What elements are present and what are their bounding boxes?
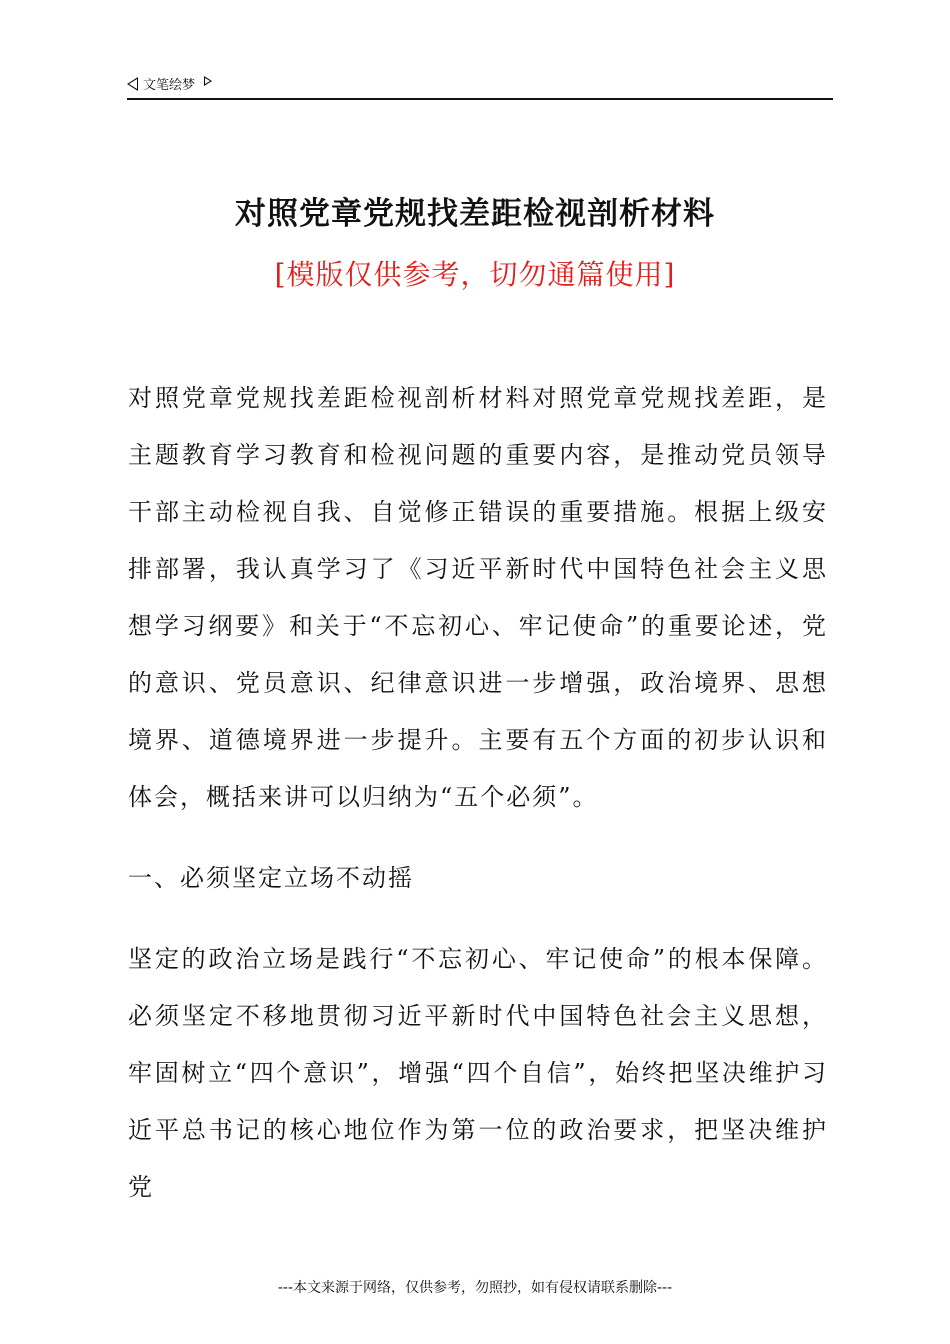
document-body <box>128 370 828 1240</box>
document-title: 对照党章党规找差距检视剖析材料 <box>235 196 715 232</box>
header-brand <box>127 74 212 93</box>
page-header <box>127 72 833 100</box>
body-paragraph-section-1: 坚定的政治立场是践行“不忘初心、牢记使命”的根本保障。必须坚定不移地贯彻习近平新时代中国特色社会主义思想，牢固树立“四个意识”，增强“四个自信”，始终把坚决维护习近平总书记的核心地位作为第一位的政治要求，把坚决维护党 <box>128 945 828 1201</box>
triangle-right-icon <box>204 76 212 86</box>
triangle-left-icon <box>127 77 138 91</box>
body-paragraph-intro: 对照党章党规找差距检视剖析材料对照党章党规找差距，是主题教育学习教育和检视问题的重要内容，是推动党员领导干部主动检视自我、自觉修正错误的重要措施。根据上级安排部署，我认真学习了《习近平新时代中国特色社会主义思想学习纲要》和关于“不忘初心、牢记使命”的重要论述，党的意识、党员意识、纪律意识进一步增强，政治境界、思想境界、道德境界进一步提升。主要有五个方面的初步认识和体会，概括来讲可以归纳为“五个必须”。 <box>128 384 828 811</box>
footer-notice: ---本文来源于网络，仅供参考，勿照抄，如有侵权请联系删除--- <box>277 1280 673 1296</box>
section-heading-1: 一、必须坚定立场不动摇 <box>128 864 414 892</box>
brand-name: 文笔绘梦 <box>143 78 196 93</box>
document-subtitle: [模版仅供参考，切勿通篇使用] <box>274 258 676 291</box>
